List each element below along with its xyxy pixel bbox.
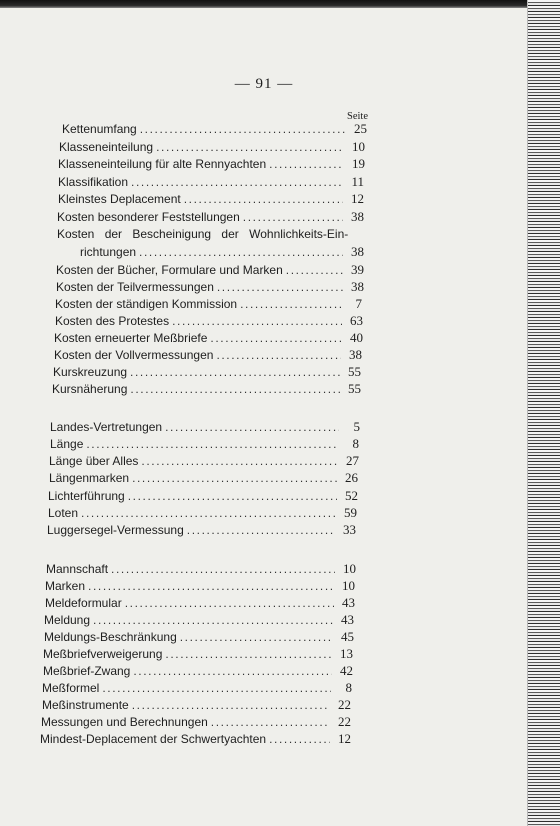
scan-top-edge <box>0 0 560 8</box>
index-entry <box>40 730 351 748</box>
index-entry <box>55 295 362 313</box>
dot-leader <box>165 645 332 663</box>
entry-term: Kleinstes Deplacement <box>58 192 181 206</box>
index-entry <box>41 713 351 731</box>
dot-leader <box>184 190 343 208</box>
entry-term: Kosten besonderer Feststellungen <box>57 210 240 224</box>
entry-term: Luggersegel-Vermessung <box>47 523 184 537</box>
dot-leader <box>133 662 332 680</box>
dot-leader <box>187 521 335 539</box>
entry-term: Kosten der Bücher, Formulare und Marken <box>56 263 283 277</box>
entry-page: 25 <box>354 121 367 136</box>
entry-page: 63 <box>350 313 363 328</box>
dot-leader <box>131 173 343 191</box>
entry-page: 13 <box>340 646 353 661</box>
entry-page: 10 <box>352 139 365 154</box>
entry-page: 38 <box>351 244 364 259</box>
index-entry <box>43 662 353 680</box>
dot-leader <box>269 155 344 173</box>
entry-term: Kosten der ständigen Kommission <box>55 297 238 311</box>
entry-term: Kosten der Teilvermessungen <box>56 280 214 294</box>
dot-leader <box>156 138 344 156</box>
index-entry <box>57 225 369 243</box>
entry-page: 59 <box>344 505 357 520</box>
entry-page: 26 <box>345 470 358 485</box>
index-entry <box>43 645 353 663</box>
index-entry <box>54 346 362 364</box>
index-entry <box>42 679 352 697</box>
entry-page: 38 <box>351 279 364 294</box>
index-entry <box>58 173 364 191</box>
entry-page: 52 <box>345 488 358 503</box>
entry-term: Marken <box>45 579 86 593</box>
entry-page: 45 <box>341 629 354 644</box>
entry-page: 43 <box>341 612 354 627</box>
entry-term: Meßbrief-Zwang <box>43 664 131 678</box>
entry-term: Kosten des Protestes <box>55 314 170 328</box>
index-entry <box>50 418 360 436</box>
entry-page: 8 <box>345 680 352 695</box>
entry-page: 38 <box>351 209 364 224</box>
dot-leader <box>88 577 334 595</box>
index-entry <box>50 435 359 453</box>
dot-leader <box>210 329 342 347</box>
index-entry <box>45 594 355 612</box>
entry-term: Kettenumfang <box>62 122 137 136</box>
dot-leader <box>240 295 341 313</box>
dot-leader <box>286 261 343 279</box>
entry-term: Meldung <box>44 613 91 627</box>
dot-leader <box>180 628 333 646</box>
entry-term: Lichterführung <box>48 489 125 503</box>
entry-term: Kosten der Vollvermessungen <box>54 348 214 362</box>
entry-page: 7 <box>355 296 362 311</box>
dot-leader <box>217 278 343 296</box>
page-number: — 91 — <box>234 76 294 92</box>
index-entry <box>48 487 358 505</box>
dot-leader <box>140 120 346 138</box>
entry-term: Meßformel <box>42 681 100 695</box>
index-entry <box>47 521 356 539</box>
entry-page: 42 <box>340 663 353 678</box>
entry-page: 22 <box>338 697 351 712</box>
entry-page: 19 <box>352 156 365 171</box>
entry-term: Klassifikation <box>58 175 129 189</box>
dot-leader <box>130 380 340 398</box>
entry-term: Klasseneinteilung für alte Rennyachten <box>58 157 267 171</box>
entry-page: 5 <box>353 419 360 434</box>
dot-leader <box>111 560 335 578</box>
entry-page: 12 <box>351 191 364 206</box>
index-entry <box>49 469 358 487</box>
dot-leader <box>93 611 333 629</box>
entry-term: Kosten erneuerter Meßbriefe <box>54 331 208 345</box>
entry-page: 27 <box>346 453 359 468</box>
index-entry-continuation <box>80 243 364 261</box>
dot-leader <box>211 713 330 731</box>
entry-term: Mannschaft <box>46 562 109 576</box>
index-entry <box>59 138 365 156</box>
index-entry <box>45 577 355 595</box>
dot-leader <box>81 504 336 522</box>
index-entry <box>57 208 364 226</box>
dot-leader <box>172 312 342 330</box>
index-entry <box>46 560 356 578</box>
dot-leader <box>141 452 338 470</box>
entry-page: 8 <box>352 436 359 451</box>
entry-term: Länge <box>50 437 84 451</box>
index-entry <box>54 329 363 347</box>
index-entry <box>58 155 365 173</box>
index-entry <box>56 261 364 279</box>
dot-leader <box>102 679 331 697</box>
entry-term: Klasseneinteilung <box>59 140 154 154</box>
entry-term: Loten <box>48 506 79 520</box>
entry-term: Meldungs-Beschränkung <box>44 630 177 644</box>
entry-page: 40 <box>350 330 363 345</box>
book-binding <box>528 0 560 826</box>
entry-page: 33 <box>343 522 356 537</box>
dot-leader <box>243 208 343 226</box>
index-entry <box>52 380 361 398</box>
index-entry <box>58 190 364 208</box>
entry-term: Landes-Vertretungen <box>50 420 163 434</box>
entry-page: 38 <box>349 347 362 362</box>
entry-term: Länge über Alles <box>49 454 139 468</box>
dot-leader <box>132 469 337 487</box>
entry-term: Meßbriefverweigerung <box>43 647 163 661</box>
dot-leader <box>130 363 340 381</box>
entry-term: Mindest-Deplacement der Schwertyachten <box>40 732 267 746</box>
page-column-header: Seite <box>347 111 368 122</box>
dot-leader <box>132 696 330 714</box>
entry-term: Kurskreuzung <box>53 365 128 379</box>
index-entry <box>55 312 363 330</box>
dot-leader <box>165 418 339 436</box>
entry-term: Meldeformular <box>45 596 122 610</box>
entry-page: 10 <box>343 561 356 576</box>
dot-leader <box>86 435 338 453</box>
entry-page: 43 <box>342 595 355 610</box>
index-entry <box>48 504 357 522</box>
entry-page: 11 <box>351 174 364 189</box>
entry-term: Kosten der Bescheinigung der Wohnlichkeits-Ein- <box>57 227 349 241</box>
entry-term: Längenmarken <box>49 471 130 485</box>
index-entry <box>44 628 354 646</box>
entry-page: 10 <box>342 578 355 593</box>
index-entry <box>56 278 364 296</box>
entry-page: 12 <box>338 731 351 746</box>
dot-leader <box>269 730 330 748</box>
entry-term: Meßinstrumente <box>42 698 129 712</box>
index-entry <box>44 611 354 629</box>
index-entry <box>53 363 361 381</box>
entry-page: 22 <box>338 714 351 729</box>
entry-page: 55 <box>348 364 361 379</box>
entry-page: 55 <box>348 381 361 396</box>
entry-term: Messungen und Berechnungen <box>41 715 208 729</box>
index-entry <box>49 452 359 470</box>
index-entry <box>42 696 351 714</box>
index-entry <box>62 120 367 138</box>
dot-leader <box>139 243 343 261</box>
entry-page: 39 <box>351 262 364 277</box>
dot-leader <box>125 594 334 612</box>
dot-leader <box>128 487 337 505</box>
entry-term: Kursnäherung <box>52 382 128 396</box>
dot-leader <box>216 346 341 364</box>
entry-term-continued: richtungen <box>80 245 137 259</box>
